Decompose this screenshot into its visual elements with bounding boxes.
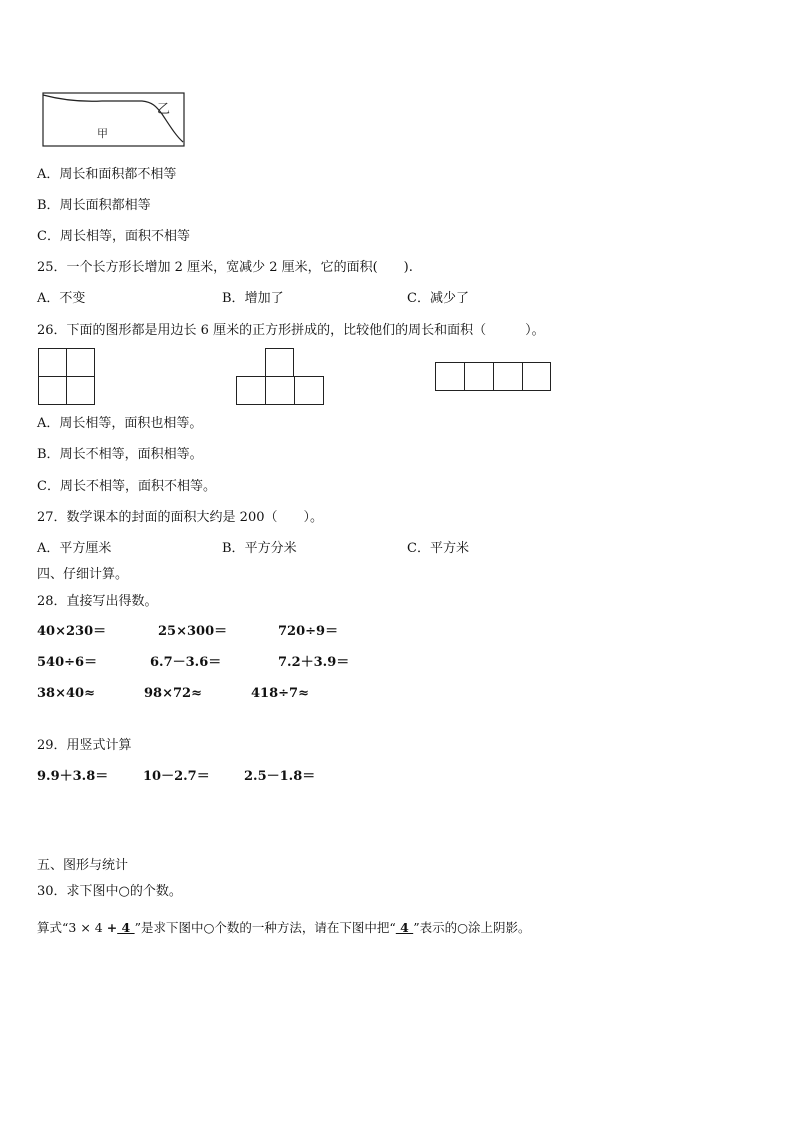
q28-item: 98×72≈ [144,686,202,701]
q25-option-c[interactable]: C．减少了 [407,291,469,306]
section-5-heading: 五、图形与统计 [37,858,129,873]
q26-option-b[interactable]: B．周长不相等，面积相等。 [37,447,203,462]
q26-figure-2x2 [38,348,96,406]
q28-item: 418÷7≈ [251,686,309,701]
label-jia: 甲 [97,127,108,140]
q26-figure-1x4 [435,362,551,392]
q26-option-c[interactable]: C．周长不相等，面积不相等。 [37,479,216,494]
q28-item: 25×300＝ [158,624,228,639]
q26-figure-t-shape [236,348,324,406]
q25-option-b[interactable]: B．增加了 [222,291,284,306]
q29-stem: 29．用竖式计算 [37,738,132,753]
section-4-heading: 四、仔细计算。 [37,567,129,582]
q27-option-a[interactable]: A．平方厘米 [37,541,112,556]
q30-stem: 30．求下图中○的个数。 [37,884,182,899]
q28-item: 6.7－3.6＝ [150,655,222,670]
q24-option-a[interactable]: A．周长和面积都不相等 [37,167,177,182]
q28-item: 7.2＋3.9＝ [278,655,350,670]
q27-stem: 27．数学课本的封面的面积大约是 200（ ）。 [37,510,323,525]
q28-item: 40×230＝ [37,624,107,639]
q24-option-b[interactable]: B．周长面积都相等 [37,198,151,213]
q29-item: 9.9＋3.8＝ [37,769,109,784]
q25-stem: 25．一个长方形长增加 2 厘米，宽减少 2 厘米，它的面积( ). [37,260,413,275]
q29-item: 2.5－1.8＝ [244,769,316,784]
q28-item: 540÷6＝ [37,655,98,670]
q24-option-c[interactable]: C．周长相等，面积不相等 [37,229,190,244]
label-yi: 乙 [157,102,171,117]
q28-item: 38×40≈ [37,686,95,701]
q26-stem: 26．下面的图形都是用边长 6 厘米的正方形拼成的，比较他们的周长和面积（ ）。 [37,323,545,338]
q27-option-c[interactable]: C．平方米 [407,541,469,556]
shape-figure-q24 [42,92,186,148]
q25-option-a[interactable]: A．不变 [37,291,86,306]
q28-stem: 28．直接写出得数。 [37,594,158,609]
q29-item: 10－2.7＝ [143,769,210,784]
q30-instruction: 算式“3 × 4 + 4 ”是求下图中○个数的一种方法，请在下图中把“ 4 ”表示的○涂上阴影。 [37,920,531,935]
q26-option-a[interactable]: A．周长相等，面积也相等。 [37,416,203,431]
q27-option-b[interactable]: B．平方分米 [222,541,297,556]
q28-item: 720÷9＝ [278,624,339,639]
